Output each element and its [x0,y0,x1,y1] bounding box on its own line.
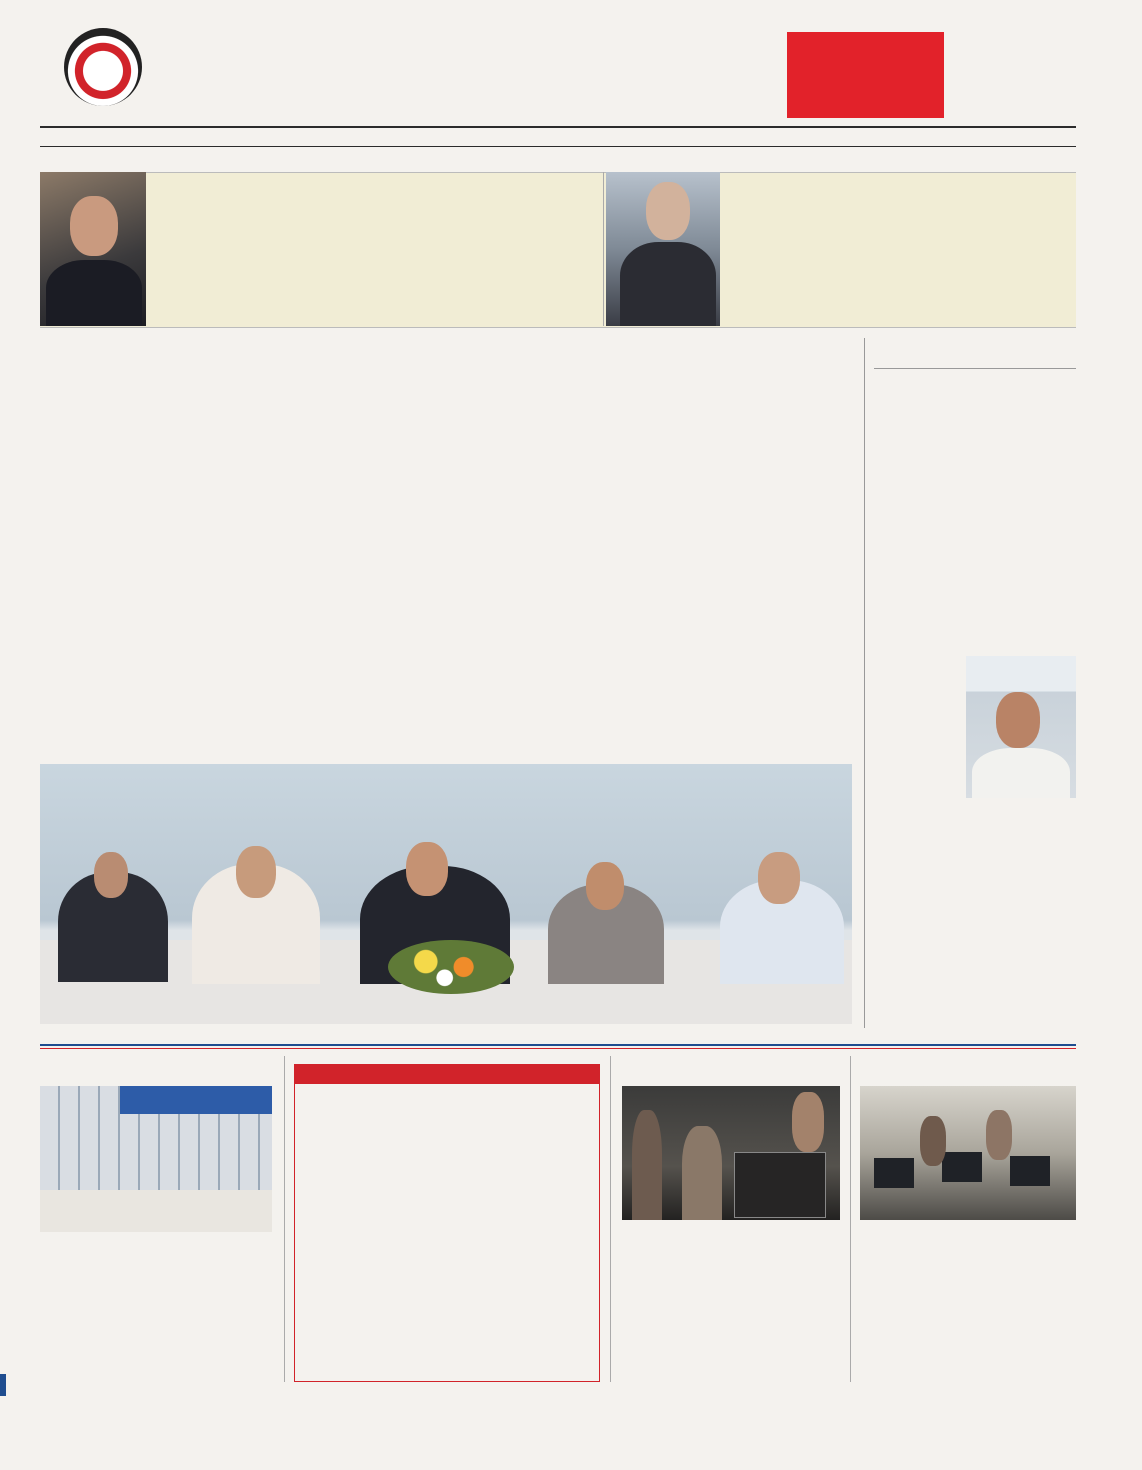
portrait-shirt [972,748,1070,798]
col-divider [284,1056,285,1382]
col-divider [850,1056,851,1382]
col4-photo-office [860,1086,1076,1220]
lead-headline-1 [40,382,840,472]
col-divider [610,1056,611,1382]
teaser-photo-venizelos [40,172,146,326]
lead-headline-2 [40,480,840,570]
lottery-sign [120,1086,272,1114]
teaser-venizelos[interactable] [40,172,603,326]
lead-photo-press-conference [40,764,852,1024]
portrait-suit [46,260,142,326]
monitor [942,1152,982,1182]
person-1-head [94,852,128,898]
col2-kicker-bar [294,1064,600,1084]
margin-blue-mark [0,1374,6,1396]
worker [986,1110,1012,1160]
col3-photo-protest [622,1086,840,1220]
person-3-head [406,842,448,896]
monitor [874,1158,914,1188]
sidebar-photo-robolis [966,656,1076,798]
lottery-counter [40,1190,272,1232]
masthead-rule [40,126,1076,128]
tagline-box [787,32,944,118]
protester-1 [632,1110,662,1220]
person-2-head [236,846,276,898]
col1-photo-lottery [40,1086,272,1232]
person-4-head [586,862,624,910]
portrait-head [70,196,118,256]
bottom-rule-red [40,1048,1076,1049]
sidebar-divider [864,338,865,1028]
person-5-head [758,852,800,904]
protester-3 [792,1092,824,1152]
protest-placard [734,1152,826,1218]
teaser-photo-apostolou [606,172,720,326]
portrait-head [646,182,690,240]
radio-logo[interactable] [64,28,142,106]
worker [920,1116,946,1166]
portrait-suit [620,242,716,326]
masthead [0,0,1142,150]
masthead-rule-bottom [40,146,1076,147]
flower-arrangement [388,940,514,994]
teaser-apostolou[interactable] [604,172,1076,326]
sidebar-kicker-rule [874,368,1076,369]
bottom-rule [40,1044,1076,1046]
monitor [1010,1156,1050,1186]
portrait-head [996,692,1040,748]
protester-2 [682,1126,722,1220]
col2-box [294,1064,600,1382]
